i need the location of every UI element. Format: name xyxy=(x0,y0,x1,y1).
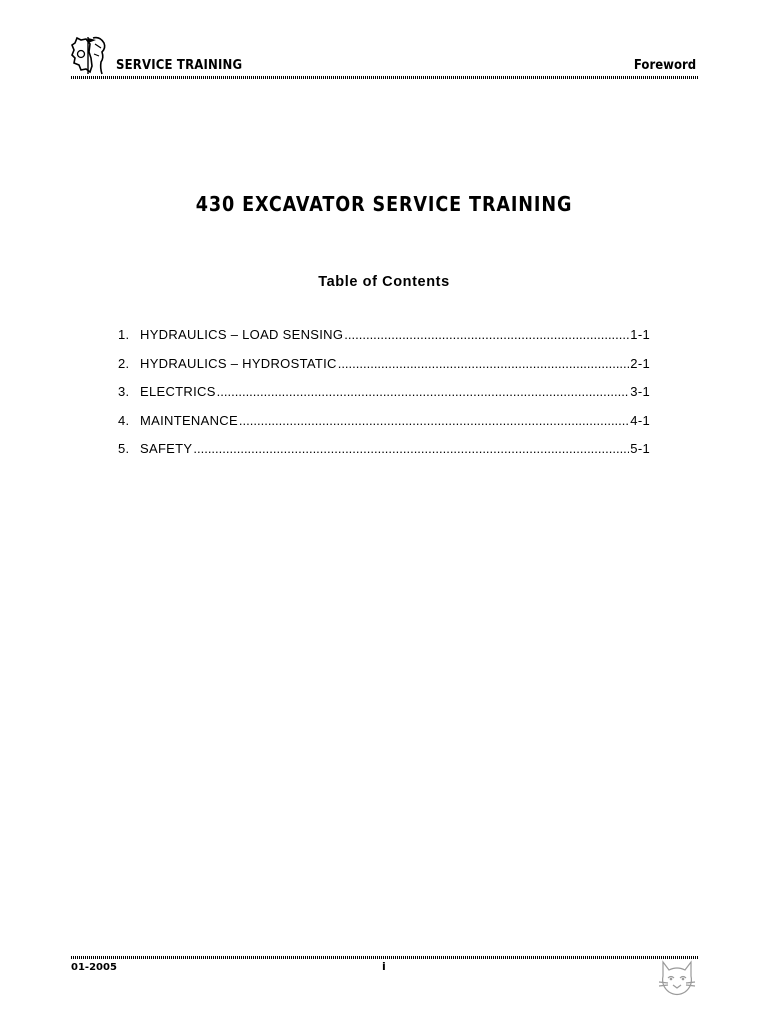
toc-entry-maintenance[interactable] xyxy=(118,413,650,442)
toc-entry-number: 1. xyxy=(118,327,130,342)
toc-dot-leader xyxy=(338,356,630,371)
header-section-title: SERVICE TRAINING xyxy=(116,58,243,73)
toc-dot-leader xyxy=(239,413,629,428)
toc-entry-label: HYDRAULICS – LOAD SENSING xyxy=(140,327,344,342)
toc-entry-page: 3-1 xyxy=(630,384,650,400)
service-training-logo-icon xyxy=(71,34,111,76)
toc-entry-hydraulics-load-sensing[interactable] xyxy=(118,327,650,356)
toc-entry-label: HYDRAULICS – HYDROSTATIC xyxy=(140,355,337,371)
footer-divider xyxy=(71,956,699,959)
toc-heading: Table of Contents xyxy=(318,274,450,290)
footer-page-number: i xyxy=(382,960,386,973)
toc-entry-page: 1-1 xyxy=(630,327,650,342)
footer-date: 01-2005 xyxy=(71,962,117,973)
bobcat-head-icon xyxy=(655,956,699,998)
toc-dot-leader xyxy=(193,441,629,456)
toc-entry-hydraulics-hydrostatic[interactable] xyxy=(118,356,650,385)
toc-entry-page: 5-1 xyxy=(630,441,650,457)
toc-entry-page: 4-1 xyxy=(630,412,650,428)
toc-entry-electrics[interactable] xyxy=(118,384,650,413)
toc-entry-page: 2-1 xyxy=(630,355,650,371)
toc-entry-number: 4. xyxy=(118,412,130,428)
toc-entry-number: 3. xyxy=(118,384,130,400)
header-divider xyxy=(71,76,699,79)
toc-dot-leader xyxy=(217,384,630,399)
toc-entry-label: ELECTRICS xyxy=(140,384,216,400)
toc-entry-label: MAINTENANCE xyxy=(140,412,238,428)
document-title: 430 EXCAVATOR SERVICE TRAINING xyxy=(195,192,573,216)
table-of-contents xyxy=(118,327,650,470)
toc-entry-safety[interactable] xyxy=(118,441,650,470)
toc-entry-label: SAFETY xyxy=(140,441,193,457)
header-chapter-label: Foreword xyxy=(633,58,696,73)
toc-entry-number: 2. xyxy=(118,355,130,371)
toc-entry-number: 5. xyxy=(118,441,130,457)
toc-dot-leader xyxy=(344,327,629,342)
